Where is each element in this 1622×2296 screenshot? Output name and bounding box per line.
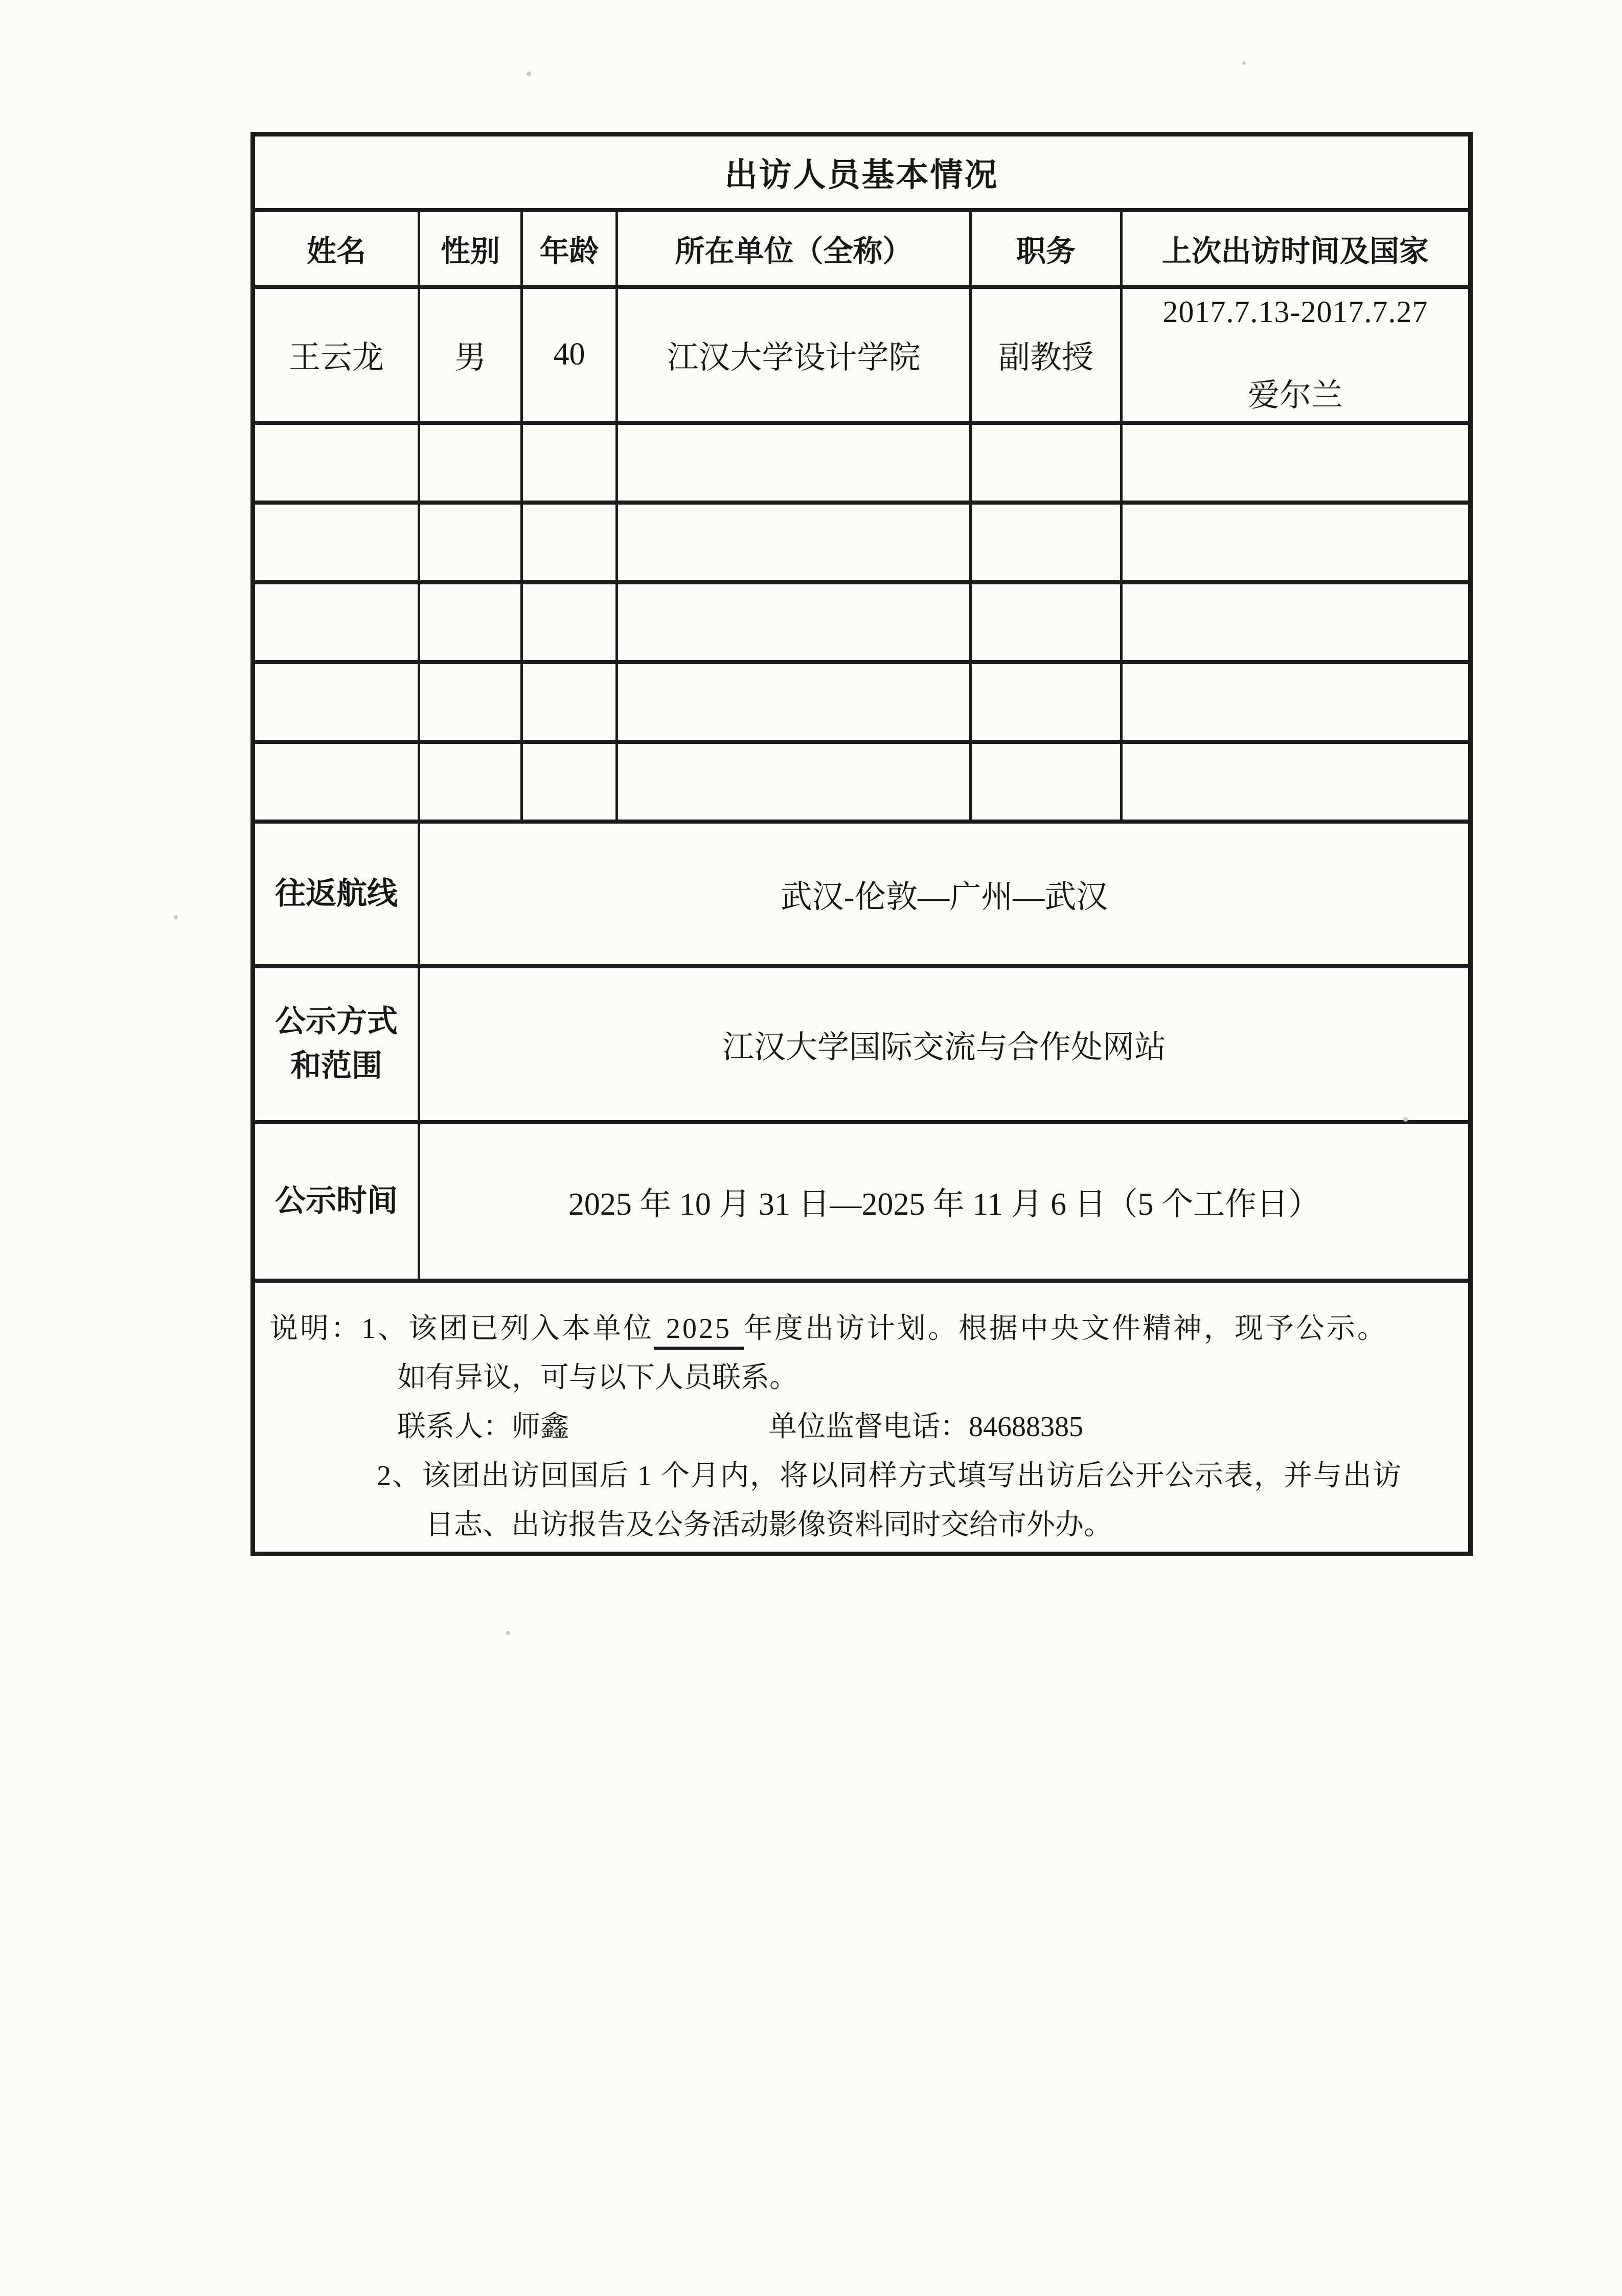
empty-row [253,662,1471,742]
publicity-period-value: 2025 年 10 月 31 日—2025 年 11 月 6 日（5 个工作日） [419,1122,1471,1281]
supervision-phone: 单位监督电话：84688385 [768,1411,1083,1443]
header-name: 姓名 [253,210,419,287]
notes-block [253,1281,1471,1554]
cell-age: 40 [522,287,617,423]
contact-person: 联系人：师鑫 [397,1411,569,1443]
empty-row [253,423,1471,503]
publicity-method-value: 江汉大学国际交流与合作处网站 [419,966,1471,1122]
header-unit: 所在单位（全称） [617,210,971,287]
scan-speck [527,72,531,76]
publicity-period-label: 公示时间 [253,1122,419,1281]
scan-speck [1242,61,1246,65]
route-value: 武汉-伦敦—广州—武汉 [419,822,1471,966]
notes-line-3 [269,1402,1451,1451]
publicity-method-label: 公示方式 和范围 [253,966,419,1122]
cell-position: 副教授 [971,287,1122,423]
empty-row [253,582,1471,662]
cell-last-visit [1122,287,1471,423]
notes-line-1: 说明：1、该团已列入本单位 2025 年度出访计划。根据中央文件精神，现予公示。 [269,1304,1451,1353]
cell-unit: 江汉大学设计学院 [617,287,971,423]
title-row [253,134,1471,210]
header-age: 年龄 [522,210,617,287]
empty-row [253,742,1471,822]
scan-speck [506,1631,510,1635]
cell-gender: 男 [419,287,522,423]
outbound-personnel-form [250,132,1473,1556]
header-last-visit: 上次出访时间及国家 [1122,210,1471,287]
header-position: 职务 [971,210,1122,287]
notes-line-5: 日志、出访报告及公务活动影像资料同时交给市外办。 [425,1509,1112,1541]
header-gender: 性别 [419,210,522,287]
notes-row [253,1281,1471,1554]
cell-name: 王云龙 [253,287,419,423]
notes-line-4: 2、该团出访回国后 1 个月内，将以同样方式填写出访后公开公示表，并与出访 [377,1460,1402,1492]
notes-line-2: 如有异议，可与以下人员联系。 [397,1361,798,1394]
scan-speck [174,915,178,919]
last-visit-dates: 2017.7.13-2017.7.27 [1162,294,1428,329]
empty-row [253,503,1471,582]
form-title: 出访人员基本情况 [253,134,1471,210]
publicity-period-row [253,1122,1471,1281]
route-label: 往返航线 [253,822,419,966]
plan-year-underlined: 2025 [654,1313,744,1350]
last-visit-country: 爱尔兰 [1248,378,1343,413]
publicity-method-row [253,966,1471,1122]
table-row [253,287,1471,423]
scan-speck [1403,1117,1408,1122]
route-row [253,822,1471,966]
header-row [253,210,1471,287]
